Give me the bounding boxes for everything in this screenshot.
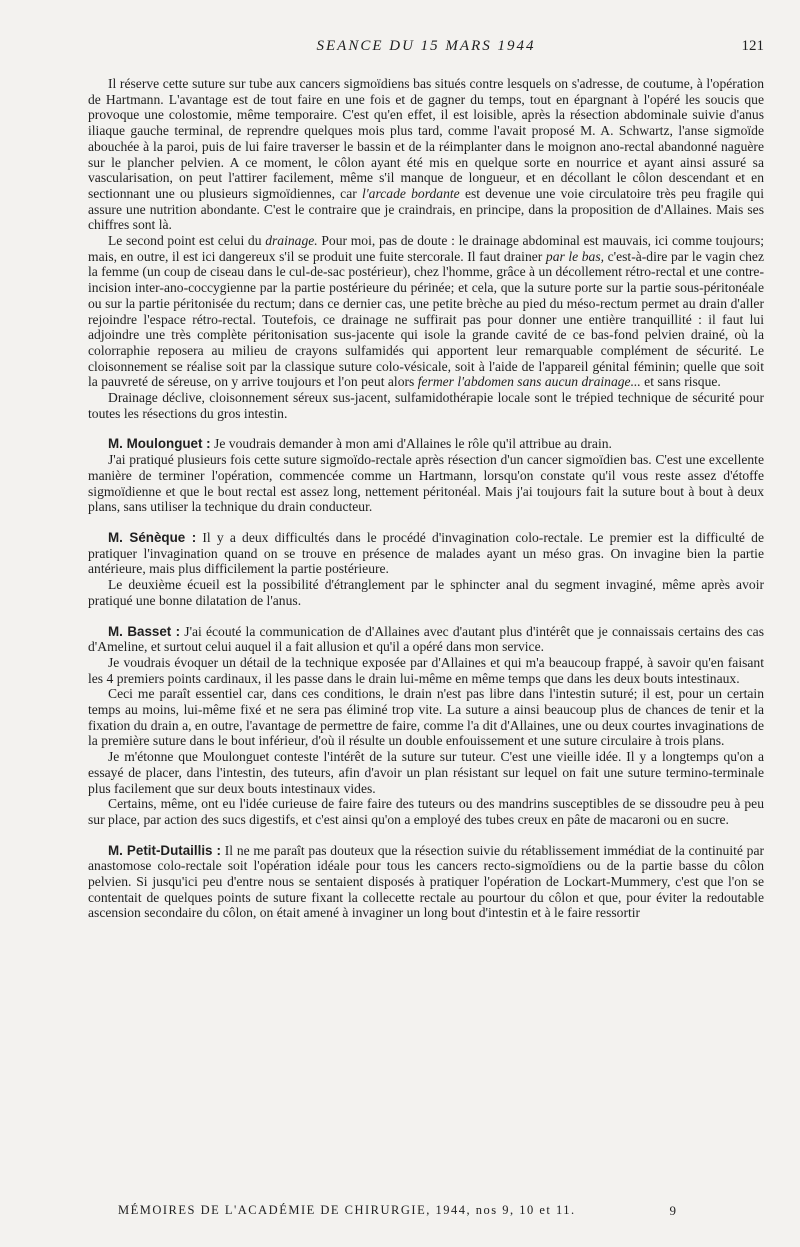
paragraph-text: Je voudrais demander à mon ami d'Allaines le rôle qu'il attribue au drain. (214, 436, 612, 452)
intervention-seneque (88, 530, 764, 577)
paragraph-text: Il ne me paraît pas douteux que la résection suivie du rétablissement immédiat de la continuité par anastomose colo-rectale soit l'opération idéale pour tous les cancers recto-sigmoïdiens ou de la partie basse du côlon pelvien. Si jusqu'ici peu d'entre nous se sentaient disposés à pratiquer l'opération de Lockart-Mummery, c'est que l'on se contentait de quelques points de suture fixant la collecette rectale au pourtour du côlon et que, pour éviter la redoutable ascension secondaire du côlon, on était amené à invaginer un long bout d'intestin et à le faire ressortir (88, 842, 765, 921)
paragraph: Ceci me paraît essentiel car, dans ces conditions, le drain n'est pas libre dans l'intestin suturé; il est, pour un certain temps au moins, lui-même fixé et ne sera pas éliminé trop vite. La suture a ainsi beaucoup plus de chances de tenir et la fixation du drain a, en outre, l'avantage de permettre de faire, comme l'a dit d'Allaines, une ou deux courtes invaginations de la première suture dans le bout inférieur, d'où il résulte un double enfouissement et une suture circulaire à trois plans. (88, 686, 764, 749)
paragraph-text: Pour moi, pas de doute : le drainage abdominal est mauvais, ici comme toujours; mais, en outre, il est ici dangereux s'il se produit une fuite stercorale. Il faut drainer (88, 233, 765, 264)
paragraph-text: est devenue une voie circulatoire très peu fragile qui assure une nutrition abondante. C'est le contraire que je craindrais, en principe, dans la proposition de d'Allaines. Mais ses chiffres sont là. (88, 185, 764, 233)
paragraph-text: Il réserve cette suture sur tube aux cancers sigmoïdiens bas situés contre lesquels on s'adresse, de coutume, à l'opération de Hartmann. L'avantage est de tout faire en une fois et de gagner du temps, tout en épargnant à l'opéré les soucis que provoque une colostomie, même temporaire. C'est qu'en effet, il est loisible, après la résection abdominale suivie d'anus iliaque gauche terminal, de reprendre quelques mois plus tard, comme l'avait proposé M. A. Schwartz, l'anse sigmoïde abouchée à la paroi, puis de lui faire traverser le bassin et de la réimplanter dans le moignon ano-rectal abandonné naguère sur le plancher pelvien. A ce moment, le côlon ayant été mis en quelque sorte en nourrice et ayant ainsi assuré sa vascularisation, on peut l'attirer facilement, même s'il manque de longueur, et en décollant le côlon descendant et en sectionnant une ou plusieurs sigmoïdiennes, car (88, 76, 764, 201)
emphasis: drainage. (265, 233, 318, 249)
article-body (88, 76, 764, 921)
paragraph-text: Il y a deux difficultés dans le procédé d'invagination colo-rectale. Le premier est la difficulté de pratiquer l'invagination quand on se trouve en présence de malades ayant un méso gras. On invagine bien la partie antérieure, mais plus difficilement la partie postérieure. (88, 529, 764, 577)
intervention-moulonguet (88, 436, 764, 452)
paragraph (88, 76, 764, 233)
paragraph: Certains, même, ont eu l'idée curieuse de faire faire des tuteurs ou des mandrins susceptibles de se dissoudre peu à peu sur place, par action des sucs digestifs, et c'est ainsi qu'on a employé des tubes creux en pâte de macaroni ou en sucre. (88, 796, 764, 827)
paragraph-text: J'ai écouté la communication de d'Allaines avec d'autant plus d'intérêt que je connaissais certains des cas d'Ameline, et surtout celui auquel il a fait allusion et qu'il a opéré dans mon service. (88, 623, 764, 655)
signature-mark: 9 (669, 1203, 676, 1218)
speaker-name: M. Moulonguet : (108, 436, 211, 452)
emphasis: par le bas, (545, 248, 605, 264)
intervention-basset (88, 624, 764, 655)
paragraph: J'ai pratiqué plusieurs fois cette suture sigmoïdo-rectale après résection d'un cancer sigmoïdien bas. C'est une excellente manière de terminer l'opération, commencée comme un Hartmann, lorsqu'on constate qu'il vous reste assez d'étoffe sigmoïdienne et que le bout rectal est assez long, nettement péritonéal. Mais j'ai toujours fait la suture bout à bout à deux plans, sans utiliser la technique du drain conducteur. (88, 452, 764, 515)
speaker-name: M. Basset : (108, 623, 181, 639)
paragraph: Le deuxième écueil est la possibilité d'étranglement par le sphincter anal du segment invaginé, même après avoir pratiqué une bonne dilatation de l'anus. (88, 577, 764, 608)
paragraph-text: et sans risque. (644, 374, 721, 390)
paragraph-text: c'est-à-dire par le vagin chez la femme (un coup de ciseau dans le cul-de-sac postérieur), chez l'homme, grâce à un décollement rétro-rectal et une contre-incision inter-ano-coccygienne par la partie postérieure du périnée; et cela, que la suture porte sur la partie sous-péritonéale ou sur la partie péritonisée du rectum; dans ce dernier cas, une petite brèche au pied du méso-rectum permet au drain d'aller rejoindre l'espace rétro-rectal. Toutefois, ce drainage ne suffirait pas pour donner une entière tranquillité : il faut lui adjoindre une très complète péritonisation sus-jacente qui isole la grande cavité de ce bas-fond pelvien drainé, où la colorraphie reposera au milieu de crayons sulfamidés qui apportent leur remarquable complément de sécurité. Le cloisonnement se réalise soit par la classique suture colo-vésicale, soit à l'aide de l'appareil génital féminin; quelle que soit la pauvreté de séreuse, on y arrive toujours et l'on peut alors (88, 248, 764, 390)
journal-citation: MÉMOIRES DE L'ACADÉMIE DE CHIRURGIE, 1944, nos 9, 10 et 11. (118, 1203, 576, 1217)
paragraph: Drainage déclive, cloisonnement séreux sus-jacent, sulfamidothérapie locale sont le trépied technique de sécurité pour toutes les résections du gros intestin. (88, 390, 764, 421)
paragraph (88, 233, 764, 390)
speaker-name: M. Sénèque : (108, 529, 197, 545)
intervention-petit-dutaillis (88, 843, 764, 922)
running-head (88, 38, 764, 58)
paragraph: Je voudrais évoquer un détail de la technique exposée par d'Allaines et qui m'a beaucoup frappé, à savoir qu'en faisant les 4 premiers points cardinaux, il les passe dans le drain lui-même en même temps que dans les deux bouts intestinaux. (88, 654, 764, 686)
page-number: 121 (741, 38, 764, 54)
emphasis: l'arcade bordante (362, 185, 460, 201)
paragraph-text: Le second point est celui du (108, 233, 262, 249)
session-title: SEANCE DU 15 MARS 1944 (316, 38, 536, 54)
paragraph: Je m'étonne que Moulonguet conteste l'intérêt de la suture sur tuteur. C'est une vieille idée. Il y a longtemps qu'on a essayé de placer, dans l'intestin, des tuteurs, afin d'avoir un plan résistant sur lequel on fait une suture termino-terminale plus facilement que sur deux bouts intestinaux vides. (88, 749, 764, 796)
page-footer (88, 1203, 764, 1221)
speaker-name: M. Petit-Dutaillis : (108, 842, 222, 858)
emphasis: fermer l'abdomen sans aucun drainage... (417, 374, 641, 390)
